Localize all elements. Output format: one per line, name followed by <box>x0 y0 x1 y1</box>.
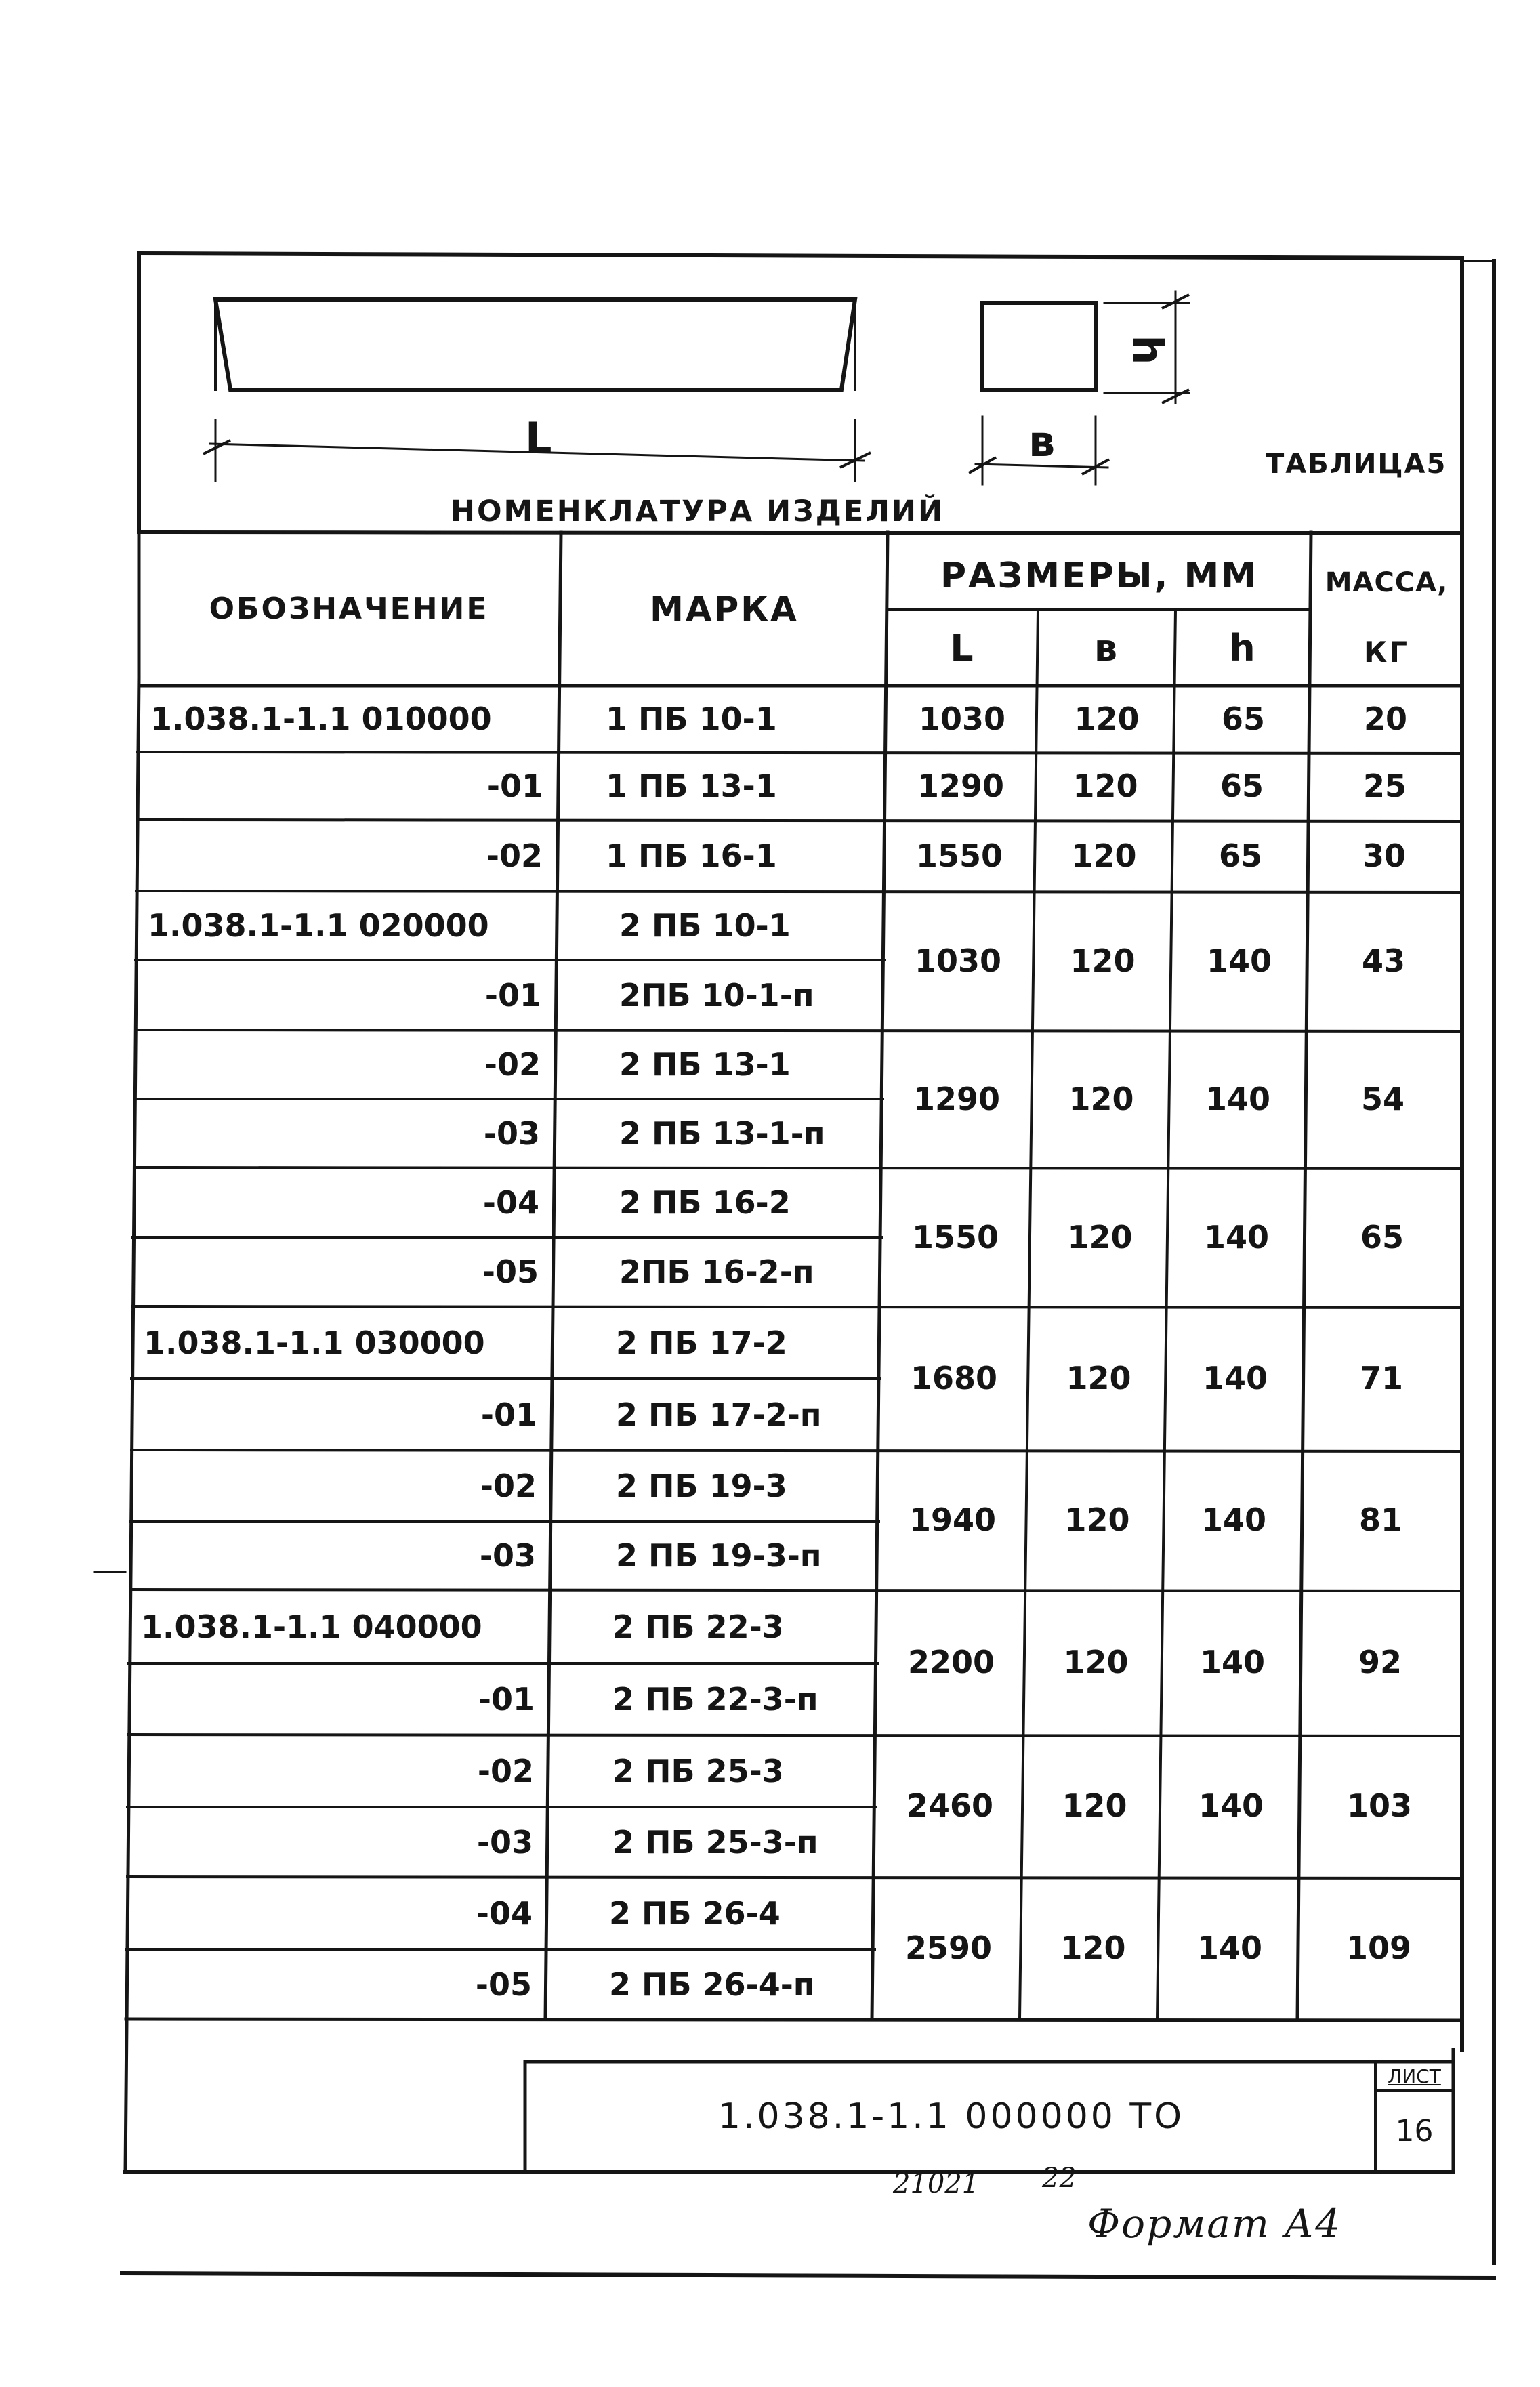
row-mark: 2 ПБ 17-2 <box>616 1324 787 1361</box>
header-designation: ОБОЗНАЧЕНИЕ <box>209 591 489 626</box>
group-length: 1030 <box>918 701 1006 737</box>
row-mark: 2 ПБ 22-3 <box>612 1608 784 1645</box>
group-mass: 30 <box>1362 837 1406 874</box>
group-mass: 92 <box>1358 1644 1402 1680</box>
row-mark: 2 ПБ 26-4-п <box>609 1966 815 2003</box>
group-width: 120 <box>1070 942 1136 979</box>
row-mark: 2ПБ 10-1-п <box>619 976 814 1014</box>
group-length: 1290 <box>913 1080 1001 1117</box>
group-mass: 25 <box>1362 768 1407 804</box>
row-designation: -02 <box>486 837 543 874</box>
group-mass: 71 <box>1359 1360 1403 1396</box>
group-length: 2590 <box>904 1930 993 1966</box>
table-title: НОМЕНКЛАТУРА ИЗДЕЛИЙ <box>451 495 944 528</box>
group-width: 120 <box>1071 837 1137 874</box>
row-designation: -04 <box>482 1184 539 1221</box>
row-mark: 1 ПБ 13-1 <box>606 768 777 804</box>
group-width: 120 <box>1063 1644 1129 1680</box>
row-designation: -02 <box>477 1752 534 1789</box>
group-height: 140 <box>1199 1644 1266 1680</box>
group-width: 120 <box>1066 1360 1131 1396</box>
group-width: 120 <box>1062 1787 1127 1824</box>
header-dimensions: РАЗМЕРЫ, ММ <box>940 556 1258 596</box>
row-mark: 1 ПБ 16-1 <box>606 837 777 874</box>
group-width: 120 <box>1068 1080 1134 1117</box>
table-number-label: ТАБЛИЦА5 <box>1266 449 1447 480</box>
group-height: 140 <box>1198 1787 1264 1824</box>
sheet-number: 16 <box>1395 2113 1434 2149</box>
group-height: 140 <box>1201 1501 1267 1538</box>
group-mass: 81 <box>1358 1501 1402 1538</box>
row-mark: 1 ПБ 10-1 <box>606 701 777 737</box>
row-designation: -03 <box>483 1115 540 1152</box>
row-mark: 2 ПБ 10-1 <box>619 907 791 944</box>
row-mark: 2 ПБ 17-2-п <box>616 1396 822 1433</box>
group-width: 120 <box>1067 1218 1133 1255</box>
row-mark: 2 ПБ 13-1 <box>619 1046 791 1083</box>
row-designation: -05 <box>475 1966 532 2003</box>
row-mark: 2ПБ 16-2-п <box>619 1253 814 1290</box>
header-height: h <box>1229 626 1257 669</box>
sheet-label: ЛИСТ <box>1388 2064 1441 2088</box>
row-designation: -03 <box>479 1537 536 1574</box>
archive-number: 21021 <box>893 2168 980 2199</box>
header-mass-unit: КГ <box>1363 635 1410 669</box>
row-designation: -01 <box>486 768 543 804</box>
row-mark: 2 ПБ 19-3 <box>616 1468 787 1504</box>
row-mark: 2 ПБ 19-3-п <box>616 1537 822 1574</box>
header-width: в <box>1094 626 1120 669</box>
group-height: 140 <box>1205 1080 1271 1117</box>
row-designation: 1.038.1-1.1 040000 <box>141 1608 482 1645</box>
group-mass: 54 <box>1360 1080 1404 1117</box>
row-designation: -01 <box>484 976 541 1014</box>
group-height: 65 <box>1218 837 1262 874</box>
row-designation: -01 <box>478 1680 535 1718</box>
group-length: 2460 <box>906 1787 994 1824</box>
row-mark: 2 ПБ 25-3 <box>612 1752 784 1789</box>
group-height: 65 <box>1221 701 1265 737</box>
row-mark: 2 ПБ 26-4 <box>609 1894 781 1932</box>
row-mark: 2 ПБ 16-2 <box>619 1184 791 1221</box>
row-designation: 1.038.1-1.1 030000 <box>144 1324 485 1361</box>
group-height: 140 <box>1196 1930 1263 1966</box>
row-designation: -01 <box>480 1396 537 1433</box>
group-length: 1290 <box>917 768 1005 804</box>
row-mark: 2 ПБ 13-1-п <box>619 1115 825 1152</box>
paper-format: Формат А4 <box>1087 2201 1342 2247</box>
group-width: 120 <box>1073 768 1138 804</box>
document-code: 1.038.1-1.1 000000 ТО <box>717 2096 1185 2137</box>
row-designation: 1.038.1-1.1 010000 <box>150 701 492 737</box>
group-mass: 20 <box>1363 701 1407 737</box>
row-mark: 2 ПБ 25-3-п <box>612 1823 818 1861</box>
group-mass: 109 <box>1346 1930 1412 1966</box>
group-mass: 43 <box>1361 942 1405 979</box>
group-height: 140 <box>1202 1360 1268 1396</box>
header-mass: МАССА, <box>1325 567 1449 598</box>
row-designation: -03 <box>476 1823 533 1861</box>
archive-page: 22 <box>1042 2163 1077 2194</box>
header-length: L <box>950 626 976 669</box>
group-length: 1550 <box>911 1218 999 1255</box>
row-designation: -02 <box>480 1468 537 1504</box>
group-width: 120 <box>1074 701 1140 737</box>
group-height: 65 <box>1220 768 1264 804</box>
row-designation: -04 <box>476 1894 533 1932</box>
group-length: 2200 <box>907 1644 995 1680</box>
width-dimension-label: в <box>1028 417 1056 466</box>
height-dimension-label: h <box>1123 335 1173 365</box>
header-mark: МАРКА <box>650 589 799 629</box>
row-designation: -02 <box>484 1046 541 1083</box>
group-length: 1030 <box>914 942 1002 979</box>
group-mass: 103 <box>1346 1787 1413 1824</box>
group-height: 140 <box>1203 1218 1270 1255</box>
row-designation: -05 <box>482 1253 539 1290</box>
group-length: 1680 <box>910 1360 998 1396</box>
group-mass: 65 <box>1360 1218 1404 1255</box>
row-designation: 1.038.1-1.1 020000 <box>148 907 489 944</box>
row-mark: 2 ПБ 22-3-п <box>612 1680 818 1718</box>
length-dimension-label: L <box>525 413 552 463</box>
group-width: 120 <box>1064 1501 1130 1538</box>
group-length: 1940 <box>909 1501 997 1538</box>
group-height: 140 <box>1206 942 1272 979</box>
group-width: 120 <box>1060 1930 1126 1966</box>
group-length: 1550 <box>915 837 1003 874</box>
